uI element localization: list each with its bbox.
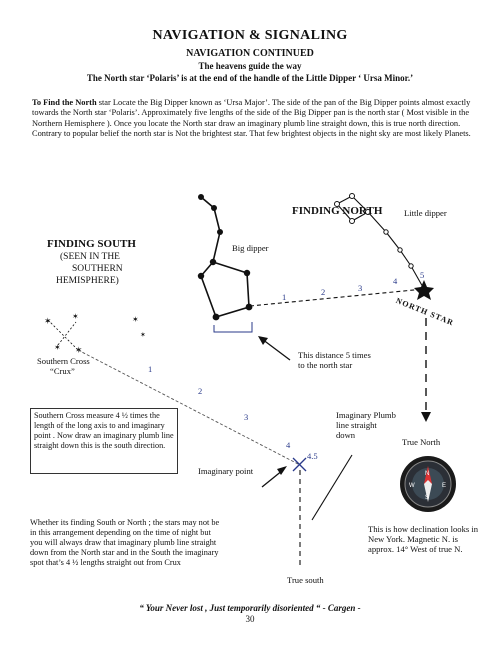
bottom-paragraph: Whether its finding South or North ; the stars may not be in this arrangement depending on the time of night but you will always draw that imaginary plumb line straight down from the North star and in the South the imaginary spot that’s 4 ½ lengths straight out from Crux — [30, 518, 220, 567]
imaginary-point-label: Imaginary point — [198, 466, 254, 476]
north-star-label: NORTH STAR — [394, 296, 456, 328]
svg-text:✶: ✶ — [72, 312, 79, 321]
distance-note: This distance 5 times to the north star — [298, 350, 371, 370]
svg-text:N: N — [425, 471, 430, 477]
north-num-5: 5 — [420, 270, 425, 280]
true-north-label: True North — [402, 437, 441, 447]
svg-text:✶: ✶ — [140, 331, 146, 339]
true-south-label: True south — [287, 575, 324, 585]
page-number: 30 — [245, 614, 255, 624]
finding-south-heading: FINDING SOUTH — [47, 238, 136, 250]
north-star-icon — [414, 280, 434, 300]
svg-text:✶: ✶ — [132, 315, 139, 324]
south-num-3: 3 — [244, 412, 249, 422]
svg-text:E: E — [442, 483, 447, 489]
southern-cross-stars — [44, 312, 146, 355]
pan-measure — [214, 322, 252, 332]
south-num-2: 2 — [198, 386, 203, 396]
north-num-3: 3 — [358, 283, 363, 293]
finding-south-sub-1: (SEEN IN THE — [60, 252, 120, 262]
svg-text:✶: ✶ — [75, 345, 83, 355]
page-subtitle: NAVIGATION CONTINUED — [186, 48, 314, 59]
south-num-1: 1 — [148, 364, 153, 374]
true-north-arrow — [421, 412, 431, 422]
finding-south-sub-2: SOUTHERN — [72, 264, 123, 274]
svg-text:✶: ✶ — [44, 316, 52, 326]
finding-south-sub-3: HEMISPHERE) — [56, 276, 119, 286]
distance-arrow — [262, 339, 290, 360]
svg-text:S: S — [425, 495, 430, 501]
polaris-line: The North star ‘Polaris’ is at the end of the handle of the Little Dipper ‘ Ursa Minor.’ — [86, 73, 414, 83]
southern-cross-long — [48, 320, 78, 350]
tagline: The heavens guide the way — [198, 61, 302, 71]
south-num-4: 4 — [286, 440, 291, 450]
footer-quote: “ Your Never lost , Just temporarily disoriented “ - Cargen - — [139, 603, 361, 613]
big-dipper-stars — [198, 194, 253, 320]
big-dipper-pan — [201, 262, 249, 317]
plumb-line-label: Imaginary Plumb line straight down — [336, 410, 396, 440]
intro-body: star Locate the Big Dipper known as ‘Ursa Major’. The side of the pan of the Big Dipper points almost exactly towards the North star ‘Polaris’. Approximately five lengths of the side of the Big Dipper pan is the north star ( Most visible in the Northern Hemisphere ). Once you locate the North star draw an imaginary plumb line straight down, this is true north direction. Contrary to popular belief the north star is Not the brightest star. That few brightest objects in the night sky are most likely Planets. — [32, 98, 471, 139]
declination-note: This is how declination looks in New York. Magnetic N. is approx. 14° West of true N. — [368, 524, 479, 554]
north-num-2: 2 — [321, 287, 326, 297]
southern-cross-label: Southern Cross — [37, 356, 90, 366]
south-num-4-5: 4.5 — [307, 451, 318, 461]
big-dipper-handle — [201, 197, 220, 262]
plumb-label-arrow — [312, 455, 352, 520]
compass-icon — [400, 456, 456, 512]
north-num-1: 1 — [282, 292, 287, 302]
finding-north-heading: FINDING NORTH — [292, 205, 383, 217]
page-title: NAVIGATION & SIGNALING — [152, 28, 348, 43]
little-dipper-label: Little dipper — [404, 208, 447, 218]
intro-lead: To Find the North — [32, 98, 97, 107]
southern-cross-note-box: Southern Cross measure 4 ½ times the length of the long axis to and imaginary point . Now draw an imaginary plumb line straight down this is the south direction. — [30, 408, 178, 474]
svg-text:W: W — [409, 483, 415, 489]
southern-cross-short — [58, 322, 76, 345]
crux-label: “Crux” — [50, 366, 75, 376]
north-num-4: 4 — [393, 276, 398, 286]
svg-text:✶: ✶ — [54, 343, 61, 352]
big-dipper-label: Big dipper — [232, 243, 269, 253]
